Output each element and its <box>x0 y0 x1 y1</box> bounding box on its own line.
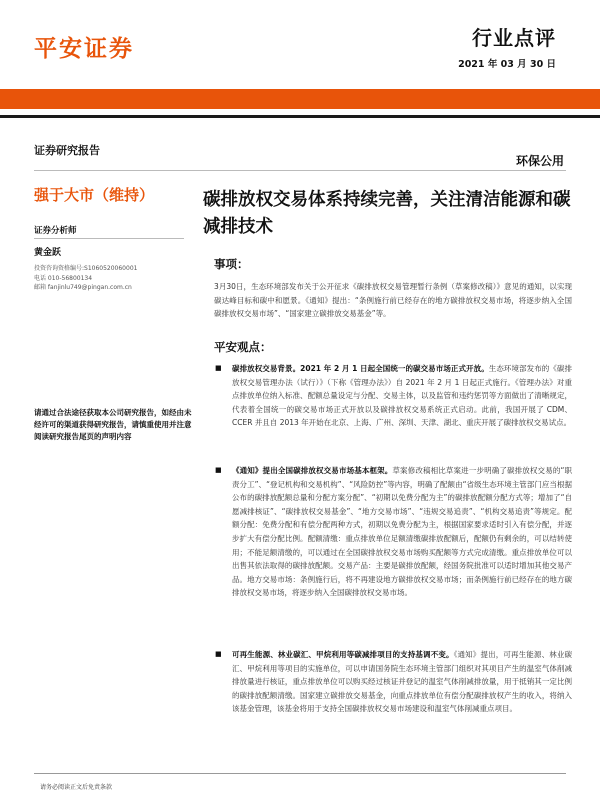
analyst-email[interactable]: 邮箱 fanjinlu749@pingan.com.cn <box>34 284 132 291</box>
bullet-icon: ■ <box>215 364 222 372</box>
view-item-text: 《通知》提出，可再生能源、林业碳汇、甲烷利用等项目的实施单位，可以申请国务院生态环境主管部门组织对其项目产生的温室气体削减排放量进行核证，重点排放单位可以购买经过核证并登记的温室气体削减排放量，用于抵销其一定比例的碳排放配额清缴。国家建立碳排放交易基金，向重点排放单位有偿分配碳排放权产生的收入，将纳入该基金管理，该基金将用于支持全国碳排放权交易市场建设和温室气体削减重点项目。 <box>232 650 573 714</box>
report-title: 碳排放权交易体系持续完善，关注清洁能源和碳减排技术 <box>203 190 571 237</box>
report-type: 行业点评 <box>472 26 556 50</box>
view-item-text: 草案修改稿相比草案进一步明确了碳排放权交易的“职责分工”、“登记机构和交易机构”、“风险防控”等内容，明确了配额由“省级生态环境主管部门应当根据公布的碳排放配额总量和分配方案分配”、“初期以免费分配为主”的碳排放配额分配方式等；增加了“自愿减排核证”、“碳排放权交易基金”、“地方交易市场”、“违规交易追责”、“机构交易追责”等规定。配额分配：免费分配和有偿分配两种方式，初期以免费分配为主，根据国家要求适时引入有偿分配，并逐步扩大有偿分配比例。配额清缴：重点排放单位足额清缴碳排放配额后，配额仍有剩余的，可以结转使用；不能足额清缴的，可以通过在全国碳排放权交易市场购买配额等方式完成清缴。重点排放单位可以出售其依法取得的碳排放配额。交易产品：主要是碳排放配额，经国务院批准可以适时增加其他交易产品。地方交易市场：条例施行后，将不再建设地方碳排放权交易市场；而条例施行前已经存在的地方碳排放权交易市场，将逐步纳入全国碳排放权交易市场。 <box>232 466 572 598</box>
doc-kind: 证券研究报告 <box>34 144 100 157</box>
analyst-contact <box>34 264 137 293</box>
section-divider <box>34 170 566 171</box>
disclaimer: 请通过合法途径获取本公司研究报告，如经由未经许可的渠道获得研究报告，请慎重使用并注意阅读研究报告尾页的声明内容 <box>34 408 192 441</box>
bullet-icon: ■ <box>215 466 222 474</box>
header-divider <box>0 115 600 118</box>
header-band <box>0 89 600 109</box>
bullet-icon: ■ <box>215 650 222 658</box>
brand-logo: 平安证券 <box>34 36 134 62</box>
analyst-phone: 电话 010-56800134 <box>34 274 93 282</box>
footer-divider <box>34 773 566 774</box>
views-heading: 平安观点： <box>214 340 272 354</box>
view-item-lead: 碳排放权交易背景。2021 年 2 月 1 日起全国统一的碳交易市场正式开放。 <box>232 364 489 373</box>
view-item <box>232 648 572 716</box>
analyst-heading: 证券分析师 <box>34 226 77 236</box>
view-item-lead: 《通知》提出全国碳排放权交易市场基本框架。 <box>232 466 393 475</box>
analyst-divider <box>34 238 184 239</box>
events-text: 3月30日，生态环境部发布关于公开征求《碳排放权交易管理暂行条例（草案修改稿）》意见的通知，以实现碳达峰目标和碳中和愿景。《通知》提出：“条例施行前已经存在的地方碳排放权交易市场，将逐步纳入全国碳排放权交易市场”、“国家建立碳排放交易基金”等。 <box>214 282 572 319</box>
view-item-text: 生态环境部发布的《碳排放权交易管理办法（试行）》（下称《管理办法》）自 2021 年 2 月 1 日起正式施行。《管理办法》对重点排放单位纳入标准、配额总量设定与分配、交易主体，以及监管和违约惩罚等方面做出了清晰规定，代表着全国统一的碳交易市场正式开放以及碳排放权交易系统正式启动。此前，我国开展了 CDM、CCER 并且自 2013 年开始在北京、上海、广州、深圳、天津、湖北、重庆开展了碳排放权交易试点。 <box>232 364 572 428</box>
sector-label: 环保公用 <box>515 154 564 168</box>
view-item-lead: 可再生能源、林业碳汇、甲烷利用等碳减排项目的支持基调不变。 <box>232 650 454 659</box>
view-item <box>232 362 572 430</box>
analyst-license: 投资咨询资格编号:S1060520060001 <box>34 265 138 272</box>
footer-note: 请务必阅读正文后免责条款 <box>40 784 113 791</box>
analyst-name: 黄金跃 <box>34 248 62 258</box>
report-date: 2021 年 03 月 30 日 <box>458 59 556 70</box>
rating: 强于大市（维持） <box>34 186 155 204</box>
events-heading: 事项： <box>214 257 249 271</box>
view-item <box>232 464 572 600</box>
